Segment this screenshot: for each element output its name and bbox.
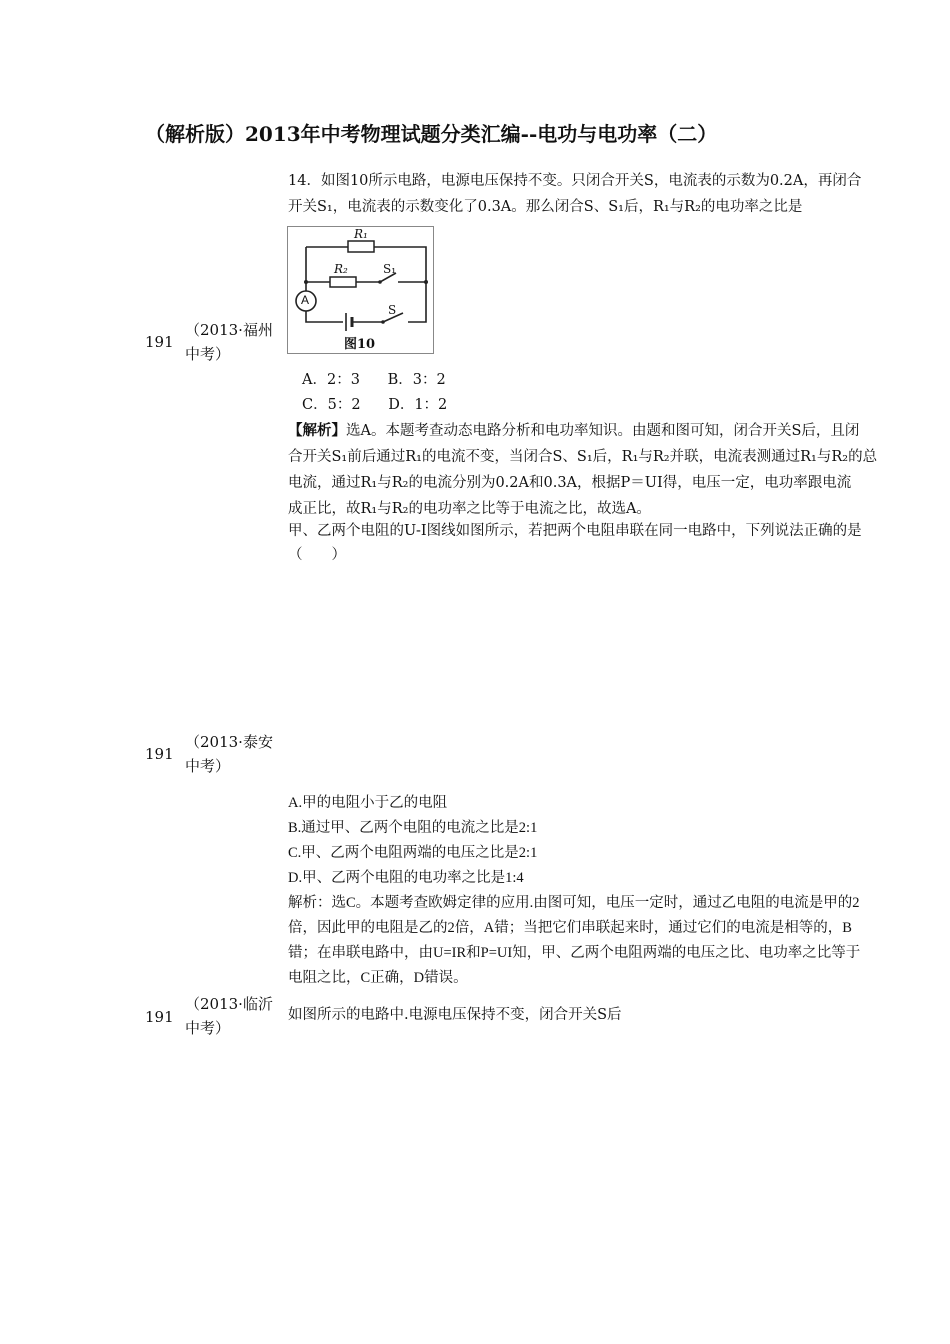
- analysis-text: 选A。本题考查动态电路分析和电功率知识。由题和图可知，闭合开关S后，且闭: [346, 423, 860, 439]
- question-stem-line: 甲、乙两个电阻的U-I图线如图所示，若把两个电阻串联在同一电路中，下列说法正确的是: [288, 523, 862, 539]
- answer-options: A．2：3 B．3：2: [302, 372, 446, 388]
- figure-caption: 图10: [344, 337, 376, 352]
- analysis-line: 错；在串联电路中，由U=IR和P=UI知，甲、乙两个电阻两端的电压之比、电功率之比等于: [288, 945, 861, 961]
- question-stem-line: 14．如图10所示电路，电源电压保持不变。只闭合开关S，电流表的示数为0.2A，再闭合: [288, 173, 862, 189]
- analysis-line: [288, 418, 928, 444]
- figure-label: R₁: [354, 227, 368, 241]
- figure-label: A: [301, 293, 310, 307]
- circuit-figure: [287, 226, 434, 354]
- option-b: B.通过甲、乙两个电阻的电流之比是2:1: [288, 820, 538, 836]
- figure-label: R₂: [334, 262, 348, 276]
- analysis-line: 成正比，故R₁与R₂的电功率之比等于电流之比，故选A。: [288, 501, 651, 517]
- analysis-label: 【解析】: [288, 422, 346, 439]
- option-a: A.甲的电阻小于乙的电阻: [288, 795, 448, 811]
- question-stem-line: 开关S₁，电流表的示数变化了0.3A。那么闭合S、S₁后，R₁与R₂的电功率之比是: [288, 199, 803, 215]
- figure-label: S: [388, 303, 397, 317]
- question-number: 191: [145, 1008, 174, 1026]
- question-number: 191: [145, 745, 174, 763]
- page-title: （解析版）2013年中考物理试题分类汇编--电功与电功率（二）: [145, 122, 718, 146]
- question-number: 191: [145, 333, 174, 351]
- analysis-line: 合开关S₁前后通过R₁的电流不变，当闭合S、S₁后，R₁与R₂并联，电流表测通过R₁与R₂的总: [288, 449, 878, 465]
- analysis-line: 电流，通过R₁与R₂的电流分别为0.2A和0.3A，根据P＝UI得，电压一定，电功率跟电流: [288, 475, 852, 491]
- question-stem-line: （ ）: [288, 547, 346, 563]
- question-stem-line: 如图所示的电路中.电源电压保持不变，闭合开关S后: [288, 1007, 622, 1023]
- answer-options: C．5：2 D．1：2: [302, 397, 448, 413]
- analysis-line: 电阻之比，C正确，D错误。: [288, 970, 468, 986]
- option-c: C.甲、乙两个电阻两端的电压之比是2:1: [288, 845, 538, 861]
- question-source: （2013·福州中考）: [185, 321, 273, 363]
- analysis-line: 解析：选C。本题考查欧姆定律的应用.由图可知，电压一定时，通过乙电阻的电流是甲的2: [288, 895, 860, 911]
- question-source: （2013·泰安中考）: [185, 733, 273, 775]
- analysis-line: 倍，因此甲的电阻是乙的2倍，A错；当把它们串联起来时，通过它们的电流是相等的，B: [288, 920, 852, 936]
- option-d: D.甲、乙两个电阻的电功率之比是1:4: [288, 870, 524, 886]
- question-source: （2013·临沂中考）: [185, 995, 273, 1037]
- figure-label: S₁: [383, 262, 397, 276]
